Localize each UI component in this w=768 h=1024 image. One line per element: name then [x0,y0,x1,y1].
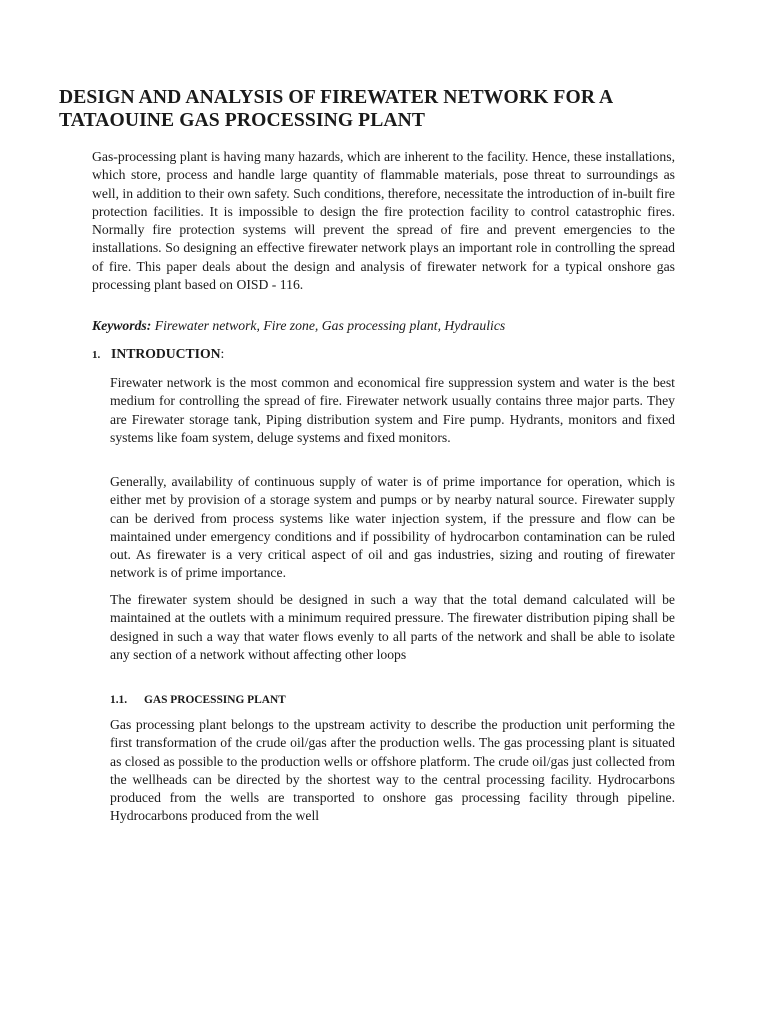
document-title: DESIGN AND ANALYSIS OF FIREWATER NETWORK FOR A TATAOUINE GAS PROCESSING PLANT [59,87,613,131]
section-number: 1. [92,349,101,361]
section-title-suffix: : [220,346,225,361]
subsection-title: GAS PROCESSING PLANT [144,694,286,706]
keywords-label: Keywords: [92,318,152,333]
gas-processing-plant-paragraph: Gas processing plant belongs to the upstream activity to describe the production unit performing the first transformation of the crude oil/gas after the production wells. The gas processing plant is situated as closed as possible to the production wells or offshore platform. The crude oil/gas just collected from the wellheads can be directed by the shortest way to the central processing facility. Hydrocarbons produced from the wells are transported to onshore gas processing facility through pipeline. Hydrocarbons produced from the well [110,717,675,824]
introduction-paragraph-3: The firewater system should be designed in such a way that the total demand calculated will be maintained at the outlets with a minimum required pressure. The firewater distribution piping shall be designed in such a way that water flows evenly to all parts of the network and shall be able to isolate any section of a network without affecting other loops [110,592,675,662]
keywords-text: Firewater network, Fire zone, Gas processing plant, Hydraulics [151,318,506,333]
introduction-paragraph-1: Firewater network is the most common and economical fire suppression system and water is the best medium for controlling the spread of fire. Firewater network usually contains three major parts. They are Firewater storage tank, Piping distribution system and Fire pump. Hydrants, monitors and fixed systems like foam system, deluge systems and fixed monitors. [110,375,675,445]
subsection-heading-gas-processing-plant [110,692,286,708]
section-title: INTRODUCTION [111,346,221,361]
keywords-line [92,317,675,335]
introduction-paragraph-2: Generally, availability of continuous supply of water is of prime importance for operation, which is either met by provision of a storage system and pumps or by nearby natural source. Firewater supply can be derived from process systems like water injection system, if the pressure and flow can be maintained under emergency conditions and if possibility of hydrocarbon contamination can be ruled out. As firewater is a very critical aspect of oil and gas industries, sizing and routing of firewater network is of prime importance. [110,474,675,581]
section-heading-introduction [92,345,224,364]
subsection-number: 1.1. [110,694,128,706]
abstract-paragraph: Gas-processing plant is having many hazards, which are inherent to the facility. Hence, these installations, which store, process and handle large quantity of flammable materials, pose threat to surroundings as well, in addition to their own safety. Such conditions, therefore, necessitate the introduction of in-built fire protection facilities. It is impossible to design the fire protection facility to control catastrophic fires. Normally fire protection systems will prevent the spread of fire and prevent emergencies to the installations. So designing an effective firewater network plays an important role in controlling the spread of fire. This paper deals about the design and analysis of firewater network for a typical onshore gas processing plant based on OISD - 116. [92,149,675,293]
